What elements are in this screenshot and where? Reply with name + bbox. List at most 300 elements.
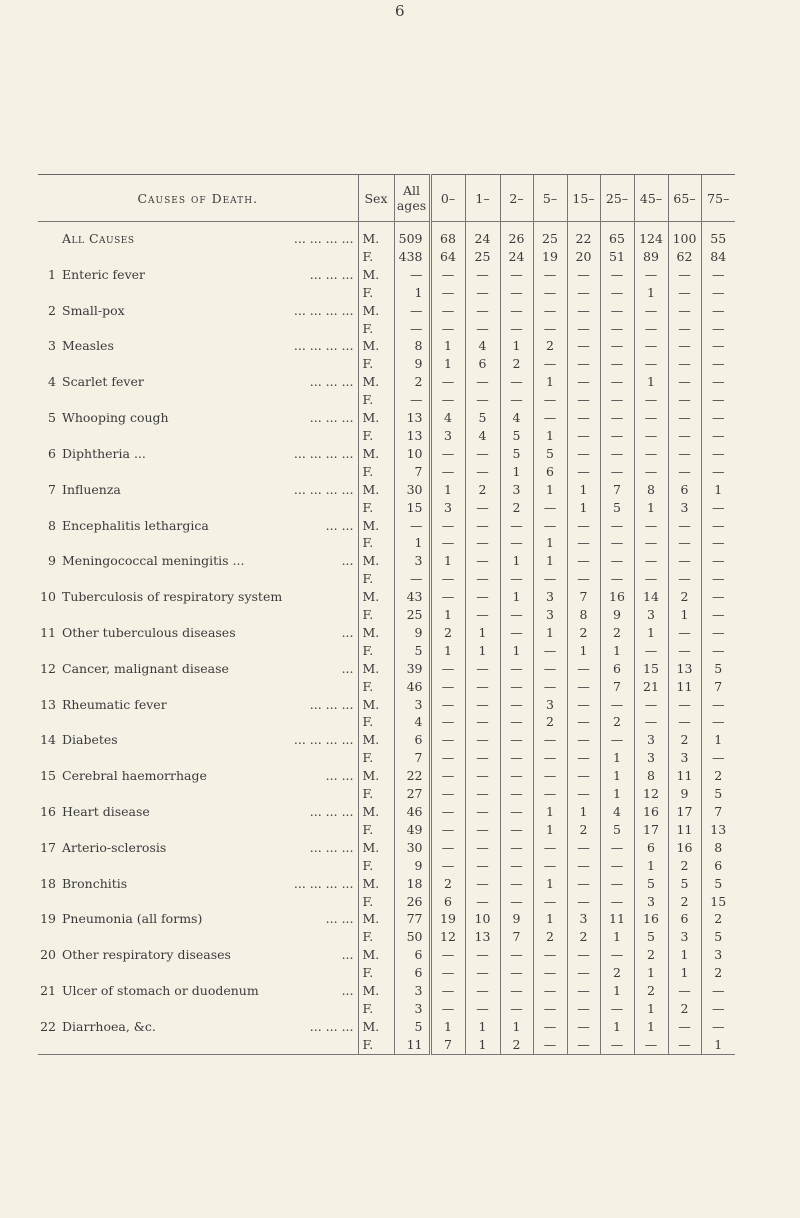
age-group-cell: —	[500, 946, 533, 964]
age-group-cell: —	[500, 767, 533, 785]
age-group-cell: —	[668, 1036, 701, 1054]
age-group-cell: —	[600, 839, 634, 857]
age-group-cell: —	[430, 839, 465, 857]
leader-dots: ... ... ... ...	[293, 231, 354, 246]
cause-name: Diphtheria ...	[62, 445, 146, 461]
age-group-cell: —	[567, 1018, 600, 1036]
age-group-cell: —	[500, 266, 533, 284]
table-row	[38, 982, 735, 1000]
age-group-cell: —	[500, 391, 533, 409]
age-group-cell: 2	[634, 982, 668, 1000]
age-group-cell: —	[430, 821, 465, 839]
age-group-cell: 8	[634, 481, 668, 499]
age-group-cell: 89	[634, 248, 668, 266]
age-group-cell: —	[567, 678, 600, 696]
age-group-cell: —	[500, 857, 533, 875]
age-group-cell: 6	[701, 857, 735, 875]
age-group-cell: 1	[668, 964, 701, 982]
age-group-cell: —	[567, 320, 600, 338]
age-group-cell: 6	[430, 893, 465, 911]
age-group-cell: —	[668, 552, 701, 570]
age-group-cell: —	[430, 320, 465, 338]
sex-cell: F.	[358, 821, 394, 839]
age-group-cell: —	[500, 713, 533, 731]
causes-of-death-table	[38, 174, 735, 1055]
table-row	[38, 928, 735, 946]
cause-cell	[38, 534, 358, 552]
age-group-cell: 1	[430, 481, 465, 499]
age-group-cell: 1	[634, 284, 668, 302]
age-group-cell: 16	[634, 803, 668, 821]
age-group-cell: 5	[701, 660, 735, 678]
all-ages-cell: 46	[394, 803, 430, 821]
age-group-cell: 9	[500, 910, 533, 928]
age-group-cell: 16	[668, 839, 701, 857]
age-group-cell: 13	[701, 821, 735, 839]
age-group-cell: 10	[465, 910, 500, 928]
age-group-cell: 2	[533, 928, 567, 946]
age-group-cell: —	[500, 534, 533, 552]
sex-cell: M.	[358, 517, 394, 535]
age-group-cell: 3	[533, 606, 567, 624]
age-group-cell: —	[533, 660, 567, 678]
cause-number: 20	[40, 947, 56, 963]
cause-cell	[38, 517, 358, 535]
sex-cell: M.	[358, 767, 394, 785]
table-row	[38, 785, 735, 803]
cause-name: Cancer, malignant disease	[62, 660, 229, 676]
age-group-cell: —	[500, 821, 533, 839]
all-ages-cell: 13	[394, 409, 430, 427]
age-group-cell: 9	[668, 785, 701, 803]
age-group-cell: —	[668, 534, 701, 552]
sex-cell: M.	[358, 373, 394, 391]
age-group-cell: —	[668, 642, 701, 660]
age-group-cell: 7	[701, 678, 735, 696]
age-group-cell: 1	[430, 642, 465, 660]
age-group-cell: —	[500, 875, 533, 893]
age-group-cell: —	[533, 731, 567, 749]
age-group-cell: 5	[533, 445, 567, 463]
header-age-0: 0–	[430, 175, 465, 222]
age-group-cell: —	[701, 337, 735, 355]
age-group-cell: 1	[567, 803, 600, 821]
age-group-cell: 11	[668, 821, 701, 839]
age-group-cell: —	[701, 266, 735, 284]
table-row	[38, 302, 735, 320]
age-group-cell: —	[668, 982, 701, 1000]
age-group-cell: 7	[430, 1036, 465, 1054]
table-row	[38, 1018, 735, 1036]
age-group-cell: —	[701, 355, 735, 373]
age-group-cell: 1	[600, 749, 634, 767]
age-group-cell: —	[701, 427, 735, 445]
age-group-cell: 16	[634, 910, 668, 928]
cause-name: All Causes	[62, 231, 135, 246]
age-group-cell: 2	[701, 964, 735, 982]
age-group-cell: 15	[634, 660, 668, 678]
cause-name: Encephalitis lethargica	[62, 517, 209, 533]
age-group-cell: 2	[668, 893, 701, 911]
age-group-cell: 1	[430, 355, 465, 373]
age-group-cell: —	[701, 588, 735, 606]
age-group-cell: 1	[500, 642, 533, 660]
cause-cell	[38, 857, 358, 875]
table-row	[38, 642, 735, 660]
age-group-cell: —	[465, 839, 500, 857]
age-group-cell: —	[600, 893, 634, 911]
cause-number: 11	[40, 624, 56, 640]
age-group-cell: —	[430, 803, 465, 821]
age-group-cell: —	[465, 857, 500, 875]
age-group-cell: —	[668, 284, 701, 302]
table-row	[38, 821, 735, 839]
age-group-cell: —	[701, 463, 735, 481]
sex-cell: M.	[358, 1018, 394, 1036]
age-group-cell: 26	[500, 222, 533, 248]
table-row	[38, 427, 735, 445]
leader-dots: ... ... ...	[309, 696, 354, 712]
age-group-cell: 5	[701, 785, 735, 803]
table-row	[38, 803, 735, 821]
leader-dots: ...	[341, 983, 354, 999]
age-group-cell: —	[533, 749, 567, 767]
age-group-cell: 7	[567, 588, 600, 606]
sex-cell: F.	[358, 427, 394, 445]
age-group-cell: 1	[533, 875, 567, 893]
age-group-cell: 5	[500, 445, 533, 463]
cause-name: Rheumatic fever	[62, 696, 167, 712]
age-group-cell: —	[567, 1000, 600, 1018]
age-group-cell: —	[701, 570, 735, 588]
age-group-cell: —	[465, 821, 500, 839]
all-ages-cell: 22	[394, 767, 430, 785]
age-group-cell: 1	[533, 552, 567, 570]
age-group-cell: 3	[701, 946, 735, 964]
table-row	[38, 660, 735, 678]
age-group-cell: —	[668, 624, 701, 642]
age-group-cell: —	[465, 373, 500, 391]
age-group-cell: —	[465, 678, 500, 696]
age-group-cell: —	[567, 445, 600, 463]
sex-cell: F.	[358, 642, 394, 660]
age-group-cell: —	[634, 1036, 668, 1054]
age-group-cell: —	[500, 839, 533, 857]
age-group-cell: 2	[567, 624, 600, 642]
header-age-2: 2–	[500, 175, 533, 222]
age-group-cell: 2	[668, 1000, 701, 1018]
header-sex: Sex	[358, 175, 394, 222]
cause-number: 6	[48, 445, 56, 461]
all-ages-cell: 49	[394, 821, 430, 839]
age-group-cell: 3	[668, 928, 701, 946]
cause-name: Arterio-sclerosis	[62, 839, 167, 855]
age-group-cell: 1	[634, 624, 668, 642]
age-group-cell: —	[500, 893, 533, 911]
table-row	[38, 373, 735, 391]
age-group-cell: —	[430, 857, 465, 875]
age-group-cell: 17	[634, 821, 668, 839]
header-age-6: 45–	[634, 175, 668, 222]
sex-cell: F.	[358, 463, 394, 481]
age-group-cell: —	[533, 409, 567, 427]
leader-dots: ...	[341, 660, 354, 676]
age-group-cell: 4	[600, 803, 634, 821]
leader-dots: ... ...	[325, 911, 354, 927]
age-group-cell: —	[701, 320, 735, 338]
age-group-cell: —	[500, 302, 533, 320]
age-group-cell: 1	[600, 982, 634, 1000]
age-group-cell: —	[600, 391, 634, 409]
table-row	[38, 517, 735, 535]
age-group-cell: 2	[430, 624, 465, 642]
table-row	[38, 713, 735, 731]
table-row	[38, 839, 735, 857]
all-ages-cell: 39	[394, 660, 430, 678]
table-row	[38, 570, 735, 588]
all-ages-cell: 7	[394, 463, 430, 481]
age-group-cell: —	[600, 373, 634, 391]
leader-dots: ... ... ...	[309, 804, 354, 819]
age-group-cell: —	[668, 517, 701, 535]
age-group-cell: 1	[500, 1018, 533, 1036]
cause-number: 15	[40, 768, 56, 784]
age-group-cell: —	[701, 642, 735, 660]
age-group-cell: 2	[668, 588, 701, 606]
cause-name: Measles	[62, 338, 114, 354]
all-ages-cell: 5	[394, 642, 430, 660]
age-group-cell: 7	[500, 928, 533, 946]
age-group-cell: —	[668, 373, 701, 391]
age-group-cell: 1	[701, 481, 735, 499]
age-group-cell: 5	[600, 821, 634, 839]
all-ages-cell: 43	[394, 588, 430, 606]
age-group-cell: —	[567, 373, 600, 391]
sex-cell: M.	[358, 982, 394, 1000]
age-group-cell: 62	[668, 248, 701, 266]
cause-cell	[38, 875, 358, 893]
age-group-cell: —	[668, 1018, 701, 1036]
all-ages-cell: 30	[394, 481, 430, 499]
sex-cell: M.	[358, 481, 394, 499]
age-group-cell: —	[567, 337, 600, 355]
age-group-cell: —	[430, 463, 465, 481]
age-group-cell: 1	[533, 481, 567, 499]
age-group-cell: —	[533, 785, 567, 803]
all-ages-cell: 509	[394, 222, 430, 248]
age-group-cell: —	[668, 302, 701, 320]
age-group-cell: 1	[600, 642, 634, 660]
age-group-cell: 20	[567, 248, 600, 266]
table-row	[38, 946, 735, 964]
age-group-cell: —	[533, 857, 567, 875]
age-group-cell: —	[430, 517, 465, 535]
age-group-cell: 1	[600, 928, 634, 946]
age-group-cell: —	[567, 749, 600, 767]
all-ages-cell: 10	[394, 445, 430, 463]
age-group-cell: 1	[430, 1018, 465, 1036]
cause-cell	[38, 821, 358, 839]
age-group-cell: 5	[465, 409, 500, 427]
age-group-cell: —	[500, 284, 533, 302]
age-group-cell: —	[634, 642, 668, 660]
age-group-cell: —	[533, 391, 567, 409]
table-row	[38, 1000, 735, 1018]
age-group-cell: —	[465, 785, 500, 803]
age-group-cell: 2	[533, 337, 567, 355]
table-row	[38, 767, 735, 785]
age-group-cell: 7	[600, 481, 634, 499]
age-group-cell: —	[600, 552, 634, 570]
age-group-cell: 1	[500, 463, 533, 481]
age-group-cell: —	[500, 678, 533, 696]
all-ages-cell: 13	[394, 427, 430, 445]
age-group-cell: —	[567, 570, 600, 588]
age-group-cell: —	[701, 552, 735, 570]
age-group-cell: 3	[668, 749, 701, 767]
age-group-cell: 1	[634, 964, 668, 982]
cause-name: Heart disease	[62, 804, 150, 819]
age-group-cell: 1	[533, 821, 567, 839]
age-group-cell: —	[567, 857, 600, 875]
age-group-cell: 9	[600, 606, 634, 624]
age-group-cell: —	[465, 606, 500, 624]
age-group-cell: —	[430, 767, 465, 785]
age-group-cell: 1	[533, 427, 567, 445]
age-group-cell: 25	[465, 248, 500, 266]
age-group-cell: 2	[600, 964, 634, 982]
age-group-cell: —	[533, 839, 567, 857]
age-group-cell: 4	[430, 409, 465, 427]
cause-name: Whooping cough	[62, 410, 169, 426]
age-group-cell: 1	[634, 499, 668, 517]
age-group-cell: 8	[701, 839, 735, 857]
age-group-cell: —	[500, 731, 533, 749]
cause-cell	[38, 678, 358, 696]
age-group-cell: 1	[430, 606, 465, 624]
age-group-cell: —	[701, 409, 735, 427]
cause-cell	[38, 767, 358, 785]
age-group-cell: —	[668, 266, 701, 284]
age-group-cell: 2	[701, 767, 735, 785]
leader-dots: ... ... ...	[309, 266, 354, 282]
age-group-cell: —	[465, 875, 500, 893]
table-row	[38, 248, 735, 266]
table-row	[38, 1036, 735, 1054]
age-group-cell: —	[430, 749, 465, 767]
cause-cell	[38, 731, 358, 749]
age-group-cell: —	[567, 839, 600, 857]
cause-cell	[38, 391, 358, 409]
cause-name: Ulcer of stomach or duodenum	[62, 983, 259, 999]
age-group-cell: —	[600, 266, 634, 284]
table-row	[38, 893, 735, 911]
all-ages-cell: 1	[394, 284, 430, 302]
all-ages-cell: 438	[394, 248, 430, 266]
sex-cell: F.	[358, 678, 394, 696]
all-ages-cell: 30	[394, 839, 430, 857]
table-row	[38, 463, 735, 481]
age-group-cell: 3	[500, 481, 533, 499]
all-ages-cell: 27	[394, 785, 430, 803]
table-row	[38, 320, 735, 338]
leader-dots: ... ... ... ...	[293, 732, 354, 748]
table-row	[38, 445, 735, 463]
cause-cell	[38, 749, 358, 767]
age-group-cell: 1	[533, 910, 567, 928]
age-group-cell: —	[533, 499, 567, 517]
age-group-cell: —	[533, 982, 567, 1000]
all-ages-cell: 6	[394, 731, 430, 749]
age-group-cell: —	[465, 713, 500, 731]
age-group-cell: —	[600, 427, 634, 445]
age-group-cell: 17	[668, 803, 701, 821]
age-group-cell: —	[600, 445, 634, 463]
age-group-cell: —	[668, 320, 701, 338]
age-group-cell: 21	[634, 678, 668, 696]
age-group-cell: —	[567, 964, 600, 982]
age-group-cell: 25	[533, 222, 567, 248]
age-group-cell: 12	[430, 928, 465, 946]
age-group-cell: 3	[430, 499, 465, 517]
age-group-cell: —	[533, 570, 567, 588]
header-age-8: 75–	[701, 175, 735, 222]
sex-cell: F.	[358, 857, 394, 875]
age-group-cell: —	[500, 660, 533, 678]
age-group-cell: —	[465, 517, 500, 535]
table-row	[38, 678, 735, 696]
age-group-cell: —	[668, 445, 701, 463]
age-group-cell: —	[668, 427, 701, 445]
all-ages-cell: 46	[394, 678, 430, 696]
cause-name: Influenza	[62, 481, 121, 497]
all-ages-cell: 3	[394, 982, 430, 1000]
age-group-cell: 6	[600, 660, 634, 678]
cause-name: Diabetes	[62, 732, 118, 748]
age-group-cell: —	[465, 391, 500, 409]
cause-name: Tuberculosis of respiratory system	[62, 589, 283, 605]
all-ages-cell: 11	[394, 1036, 430, 1054]
cause-cell	[38, 222, 358, 248]
age-group-cell: 1	[567, 499, 600, 517]
cause-number: 21	[40, 983, 56, 999]
age-group-cell: 1	[533, 534, 567, 552]
age-group-cell: —	[465, 946, 500, 964]
sex-cell: F.	[358, 893, 394, 911]
cause-number: 19	[40, 911, 56, 927]
cause-number: 2	[48, 302, 56, 318]
cause-cell	[38, 373, 358, 391]
all-ages-cell: 3	[394, 696, 430, 714]
sex-cell: M.	[358, 337, 394, 355]
age-group-cell: —	[634, 463, 668, 481]
table-row	[38, 499, 735, 517]
cause-cell	[38, 463, 358, 481]
age-group-cell: —	[567, 660, 600, 678]
cause-number: 9	[48, 553, 56, 569]
age-group-cell: —	[567, 875, 600, 893]
all-ages-cell: —	[394, 391, 430, 409]
cause-cell	[38, 606, 358, 624]
cause-cell	[38, 427, 358, 445]
age-group-cell: —	[634, 427, 668, 445]
cause-cell	[38, 481, 358, 499]
age-group-cell: 14	[634, 588, 668, 606]
all-ages-cell: 3	[394, 552, 430, 570]
cause-number: 16	[40, 804, 56, 819]
table-row	[38, 284, 735, 302]
age-group-cell: 6	[533, 463, 567, 481]
